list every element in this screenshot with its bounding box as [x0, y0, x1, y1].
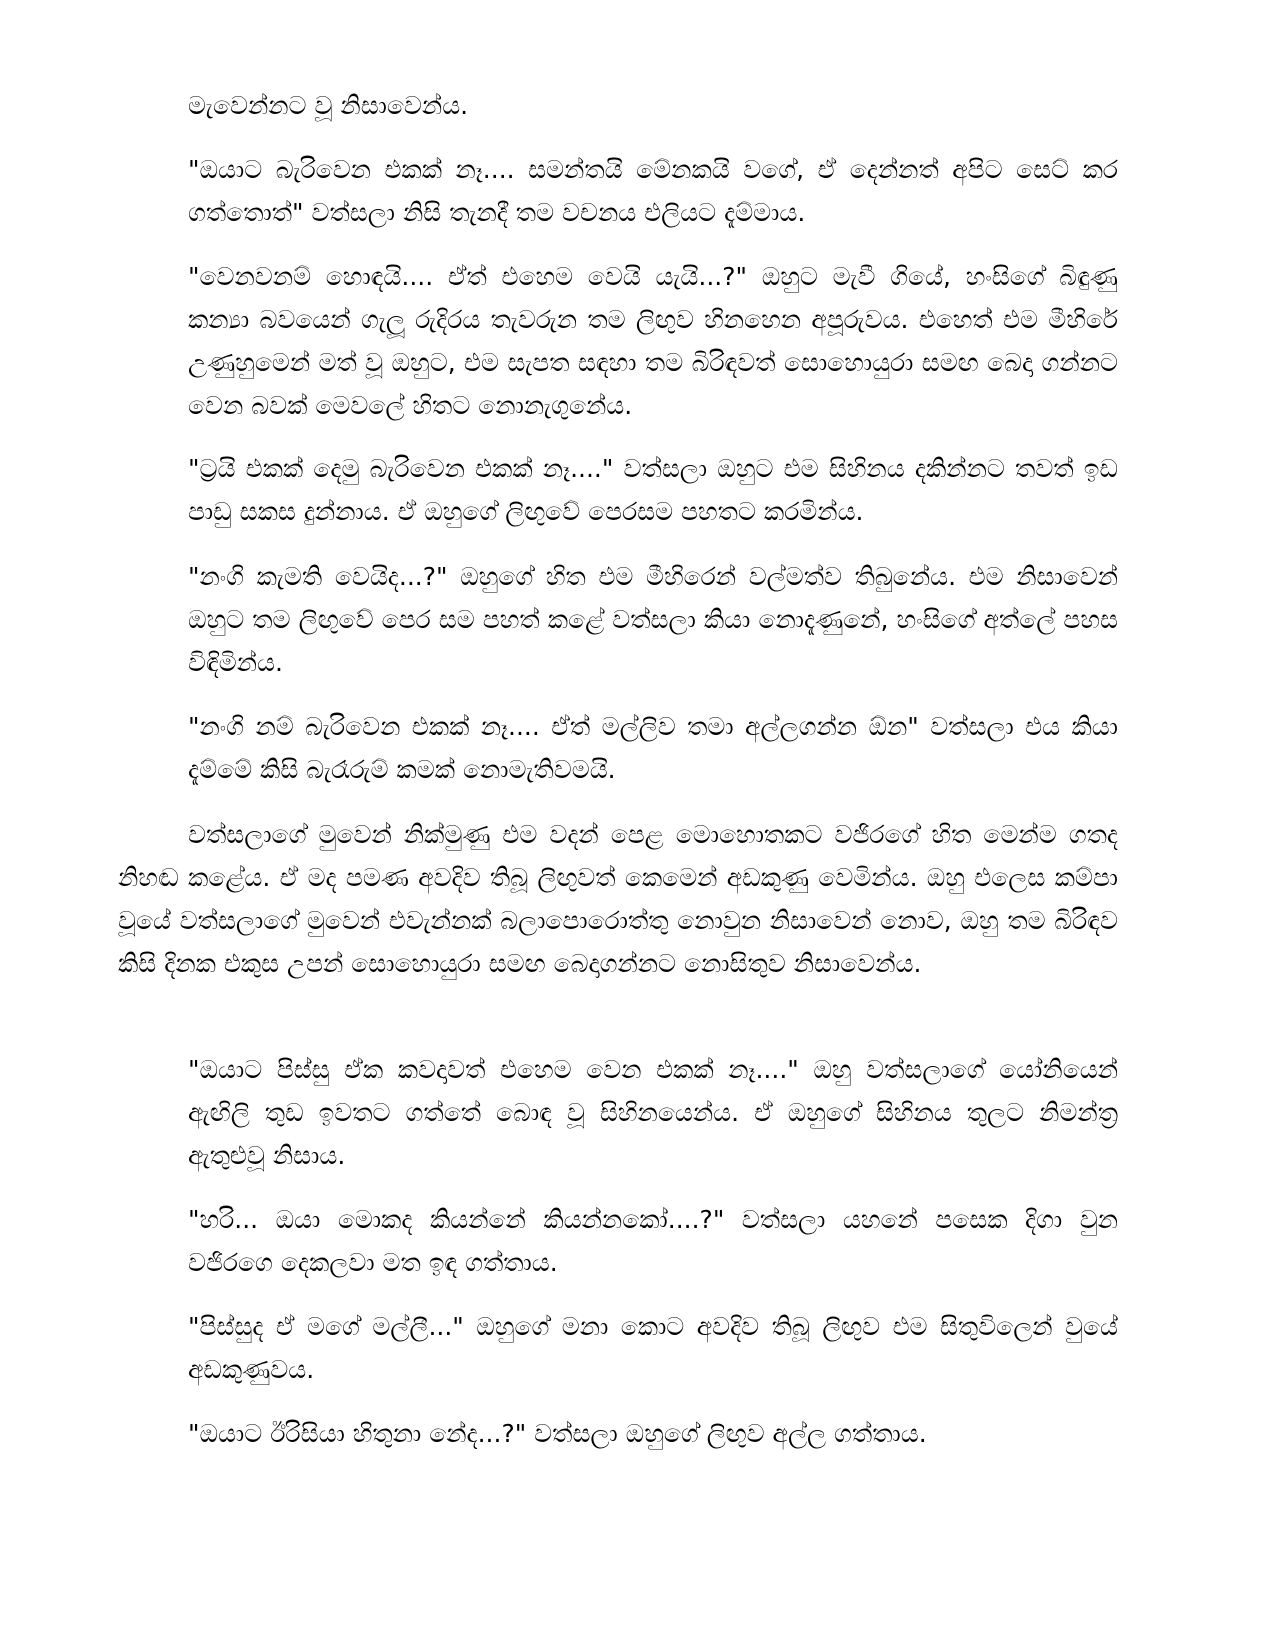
- paragraph-continuation: මැවෙන්නට වූ නිසාවෙන්ය.: [188, 91, 469, 120]
- paragraph-dialogue: "පිස්සුද ඒ මගේ මල්ලී..." ඔහුගේ මනා කොට අවදිව තිබූ ලිඟුව එම සිතුවිලෙන් වුයේ අඩකුණුවය.: [188, 1312, 1118, 1384]
- paragraph-dialogue: "ට්‍රයි එකක් දෙමු බැරිවෙන එකක් නෑ...." වත්සලා ඔහුට එම සිහිනය දකින්නට තවත් ඉඩ පාඩු සකස දුන්නාය. ඒ ඔහුගේ ලිඟුවේ පෙරසම පහතට කරමින්ය.: [188, 454, 1118, 526]
- paragraph-dialogue: "ඔයාට ඊරිසියා හිතුනා නේද...?" වත්සලා ඔහුගේ ලිඟුව අල්ල ගත්තාය.: [188, 1419, 927, 1448]
- paragraph-dialogue: "හරි... ඔයා මොකද කියන්නේ කියන්නකෝ....?" වත්සලා යහනේ පසෙක දිගා වුන වජිරගෙ දෙකලවා මත ඉඳ ගත්තාය.: [188, 1205, 1118, 1277]
- paragraph-dialogue: "නංගි නම් බැරිවෙන එකක් නෑ.... ඒත් මල්ලිව තමා අල්ලගන්න ඕන" වත්සලා එය කියා දැම්මේ කිසි බැරෑරුම් කමක් නොමැතිවමයි.: [188, 712, 1118, 784]
- paragraph-dialogue: "වෙනවනම් හොඳයි.... ඒත් එහෙම වෙයි යැයි...?" ඔහුට මැවී ගියේ, හංසිගේ බිඳුණු කන්‍යා බවයෙන් ගැලූ රුදිරය තැවරුන තම ලිඟුව හිනහෙන අපූරුවය. එහෙත් එම මීහිරේ උණුහුමෙන් මත් වූ ඔහුට, එම සැපත සඳහා තම බිරිඳවත් සොහොයුරා සමඟ බෙදා ගන්නට වෙන බවක් මෙවලේ හිතට නොනැගුනේය.: [188, 262, 1118, 420]
- paragraph-narration: වත්සලාගේ මුවෙන් නික්මුණු එම වදන් පෙළ මොහොතකට වජිරගේ හිත මෙන්ම ගතද නිහඬ කළේය. ඒ මද පමණ අවදිව තිබූ ලිඟුවත් කෙමෙන් අඩකුණු වෙමින්ය. ඔහු එලෙස කම්පා වූයේ වත්සලාගේ මුවෙන් එවැන්නක් බලාපොරොත්තු නොවුන නිසාවෙන් නොව, ඔහු තම බිරිඳව කිසි දිනක එකුස උපන් සොහොයුරා සමඟ බෙදාගන්නට නොසිතුව නිසාවෙන්ය.: [118, 820, 1118, 978]
- paragraph-dialogue: "ඔයාට පිස්සු ඒක කවදාවත් එහෙම වෙන එකක් නෑ...." ඔහු වත්සලාගේ යෝනියෙන් ඇඟිලි තුඩ ඉවතට ගත්තේ බොඳ වූ සිහිනයෙන්ය. ඒ ඔහුගේ සිහිනය තුලට නිමන්ත්‍ර ඇතුළුවූ නිසාය.: [188, 1055, 1118, 1170]
- paragraph-dialogue: "නංගි කැමති වෙයිද...?" ඔහුගේ හිත එම මීහිරෙන් වල්මත්ව තිබුනේය. එම නිසාවෙන් ඔහුට තම ලිඟුවේ පෙර සම පහත් කළේ වත්සලා කියා නොදැණුනේ, හංසිගේ අත්ලේ පහස විඳිමින්ය.: [188, 562, 1118, 677]
- paragraph-dialogue: "ඔයාට බැරිවෙන එකක් නෑ.... සමන්තයි මේනකයි වගේ, ඒ දෙන්නත් අපිට සෙට් කර ගත්තොත්" වත්සලා නිසි තැනදී තම වචනය එලියට දැම්මාය.: [188, 155, 1118, 227]
